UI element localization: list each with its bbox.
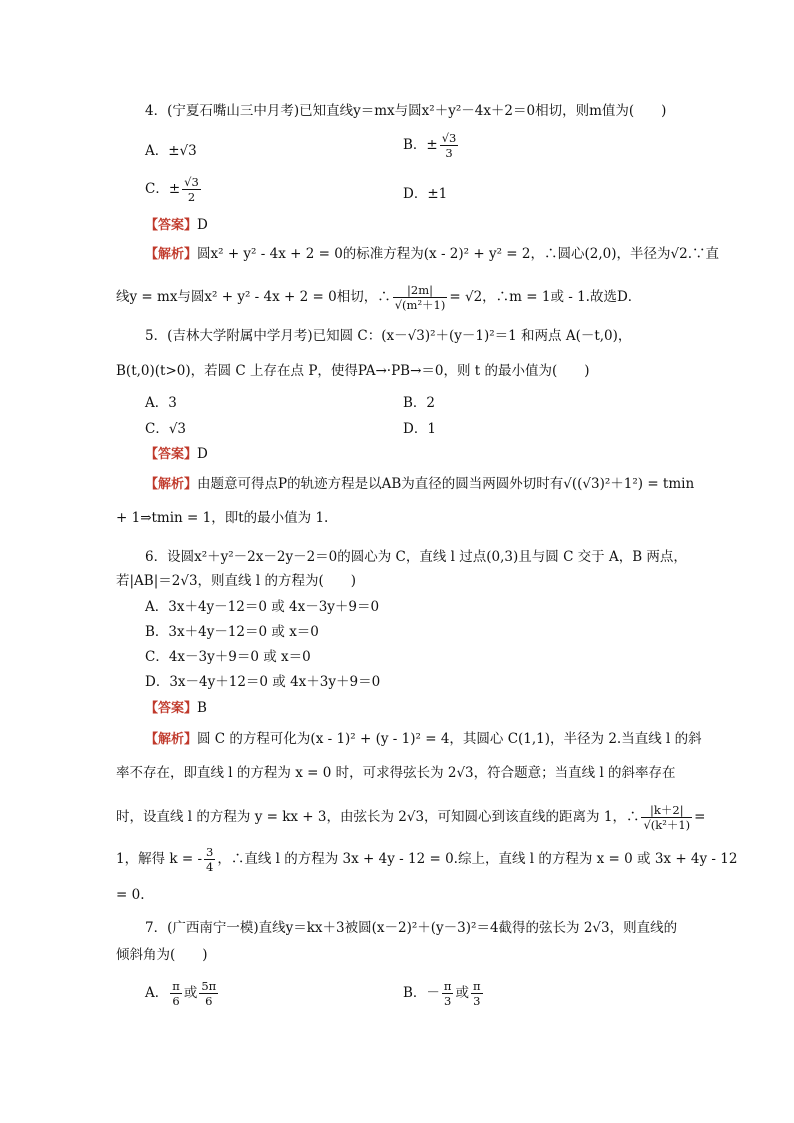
q5-analysis-tag: 【解析】 xyxy=(145,477,198,492)
q4-stem: 4．(宁夏石嘴山三中月考)已知直线y＝mx与圆x²＋y²－4x＋2＝0相切，则m值为( ) xyxy=(145,103,667,119)
q5-analysis-text-1: 由题意可得点P的轨迹方程是以AB为直径的圆当两圆外切时有√((√3)²＋1²) = tmin xyxy=(197,476,695,492)
q7-option-b-connector: 或 xyxy=(455,985,469,1001)
q6-analysis-fraction-k xyxy=(204,845,215,874)
q4-option-b-fraction xyxy=(440,131,459,160)
q4-answer-value: D xyxy=(197,217,208,233)
q7-option-a-den-1: 6 xyxy=(172,994,180,1008)
q7-option-a-fraction-1 xyxy=(170,979,182,1008)
q6-option-a: A．3x＋4y－12＝0 或 4x－3y＋9＝0 xyxy=(145,599,380,615)
q4-analysis-line-1 xyxy=(145,244,719,265)
q4-option-d: D．±1 xyxy=(403,186,448,202)
q7-option-b-num-1: π xyxy=(443,979,452,993)
q6-analysis-line-3 xyxy=(116,803,705,832)
q7-option-a-connector: 或 xyxy=(183,985,198,1001)
q4-option-c-prefix: C．± xyxy=(145,181,181,197)
q5-option-c: C．√3 xyxy=(145,421,187,437)
q6-answer xyxy=(145,698,207,719)
q6-option-c: C．4x－3y＋9＝0 或 x＝0 xyxy=(145,649,311,665)
q6-analysis-text-4b: ，∴直线 l 的方程为 3x + 4y - 12 = 0.综上，直线 l 的方程为 x = 0 或 3x + 4y - 12 xyxy=(217,851,738,867)
q5-stem-line-1: 5．(吉林大学附属中学月考)已知圆 C：(x－√3)²＋(y－1)²＝1 和两点 A(－t,0)， xyxy=(145,328,632,344)
q7-option-b-den-1: 3 xyxy=(444,994,452,1008)
q5-option-d: D．1 xyxy=(403,421,436,437)
q7-option-a-num-2: 5π xyxy=(201,979,217,993)
q6-analysis-text-1: 圆 C 的方程可化为(x - 1)² + (y - 1)² = 4，其圆心 C(1,1)，半径为 2.当直线 l 的斜 xyxy=(197,731,702,747)
q4-answer-tag: 【答案】 xyxy=(145,218,198,233)
q4-analysis-denominator: √(m²＋1) xyxy=(394,298,446,312)
q7-option-a xyxy=(145,979,220,1008)
q5-stem-line-2: B(t,0)(t>0)，若圆 C 上存在点 P，使得PA→·PB→＝0，则 t 的最小值为( ) xyxy=(116,363,590,379)
q6-analysis-k-denominator: 4 xyxy=(206,860,214,874)
q6-answer-value: B xyxy=(197,700,207,716)
q4-option-a: A．±√3 xyxy=(145,143,197,159)
q6-analysis-text-3a: 时，设直线 l 的方程为 y = kx + 3，由弦长为 2√3，可知圆心到该直线的距离为 1，∴ xyxy=(116,809,640,825)
q7-option-b-num-2: π xyxy=(472,979,481,993)
q7-option-a-fraction-2 xyxy=(199,979,218,1008)
q7-option-b-prefix: B．－ xyxy=(403,985,440,1001)
q4-analysis-fraction xyxy=(393,283,448,312)
q6-analysis-fraction xyxy=(641,803,692,832)
q7-option-b-fraction-2 xyxy=(471,979,483,1008)
q4-analysis-text-1: 圆x² + y² - 4x + 2 = 0的标准方程为(x - 2)² + y² = 2，∴圆心(2,0)，半径为√2.∵直 xyxy=(197,246,719,262)
q4-option-b-prefix: B．± xyxy=(403,137,438,153)
q6-analysis-text-3b: = xyxy=(694,809,706,825)
q5-answer xyxy=(145,444,208,465)
q6-analysis-line-2: 率不存在，即直线 l 的方程为 x = 0 时，可求得弦长为 2√3，符合题意；当直线 l 的斜率存在 xyxy=(116,765,676,781)
q5-option-a: A．3 xyxy=(145,395,177,411)
q6-stem-line-2: 若|AB|＝2√3，则直线 l 的方程为( ) xyxy=(116,573,356,589)
q7-stem-line-1: 7．(广西南宁一模)直线y＝kx＋3被圆(x－2)²＋(y－3)²＝4截得的弦长为 2√3，则直线的 xyxy=(145,920,678,936)
q5-answer-value: D xyxy=(197,446,208,462)
q6-option-b: B．3x＋4y－12＝0 或 x＝0 xyxy=(145,624,319,640)
q7-option-b xyxy=(403,979,485,1008)
q6-analysis-tag: 【解析】 xyxy=(145,732,198,747)
q4-analysis-text-2b: = √2，∴m = 1或 - 1.故选D． xyxy=(449,289,642,305)
q4-option-c-denominator: 2 xyxy=(187,190,196,204)
q4-analysis-tag: 【解析】 xyxy=(145,247,198,262)
q4-analysis-numerator: |2m| xyxy=(393,283,448,298)
q6-analysis-line-4 xyxy=(116,845,737,874)
q4-option-c-fraction xyxy=(182,175,201,204)
q6-option-d: D．3x－4y＋12＝0 或 4x＋3y＋9＝0 xyxy=(145,674,381,690)
q5-option-b: B．2 xyxy=(403,395,436,411)
q6-answer-tag: 【答案】 xyxy=(145,701,198,716)
q7-option-a-den-2: 6 xyxy=(205,994,213,1008)
q5-answer-tag: 【答案】 xyxy=(145,447,198,462)
q6-analysis-numerator: |k＋2| xyxy=(641,803,692,818)
q6-analysis-denominator: √(k²＋1) xyxy=(643,818,691,832)
q7-option-b-fraction-1 xyxy=(442,979,454,1008)
q4-option-b-denominator: 3 xyxy=(445,146,453,160)
q6-analysis-k-numerator: 3 xyxy=(206,845,214,859)
q4-analysis-text-2a: 线y = mx与圆x² + y² - 4x + 2 = 0相切，∴ xyxy=(116,289,391,305)
q5-analysis-line-2: + 1⇒tmin = 1，即t的最小值为 1. xyxy=(116,510,329,526)
q6-analysis-text-4a: 1，解得 k = - xyxy=(116,851,203,867)
q6-stem-line-1: 6．设圆x²＋y²－2x－2y－2＝0的圆心为 C，直线 l 过点(0,3)且与圆 C 交于 A，B 两点， xyxy=(145,549,687,565)
q7-stem-line-2: 倾斜角为( ) xyxy=(116,947,208,963)
q4-option-b xyxy=(403,131,460,160)
q4-option-c xyxy=(145,175,203,204)
q7-option-a-num-1: π xyxy=(172,979,180,993)
q4-option-b-numerator: √3 xyxy=(441,131,457,145)
q7-option-b-den-2: 3 xyxy=(473,994,481,1008)
q4-analysis-line-2 xyxy=(116,283,641,312)
q5-analysis-line-1 xyxy=(145,474,694,495)
q4-answer xyxy=(145,215,208,236)
q7-option-a-prefix: A． xyxy=(145,985,169,1001)
q6-analysis-line-1 xyxy=(145,729,702,750)
q4-option-c-numerator: √3 xyxy=(184,175,199,189)
q6-analysis-line-5: = 0. xyxy=(116,887,145,903)
